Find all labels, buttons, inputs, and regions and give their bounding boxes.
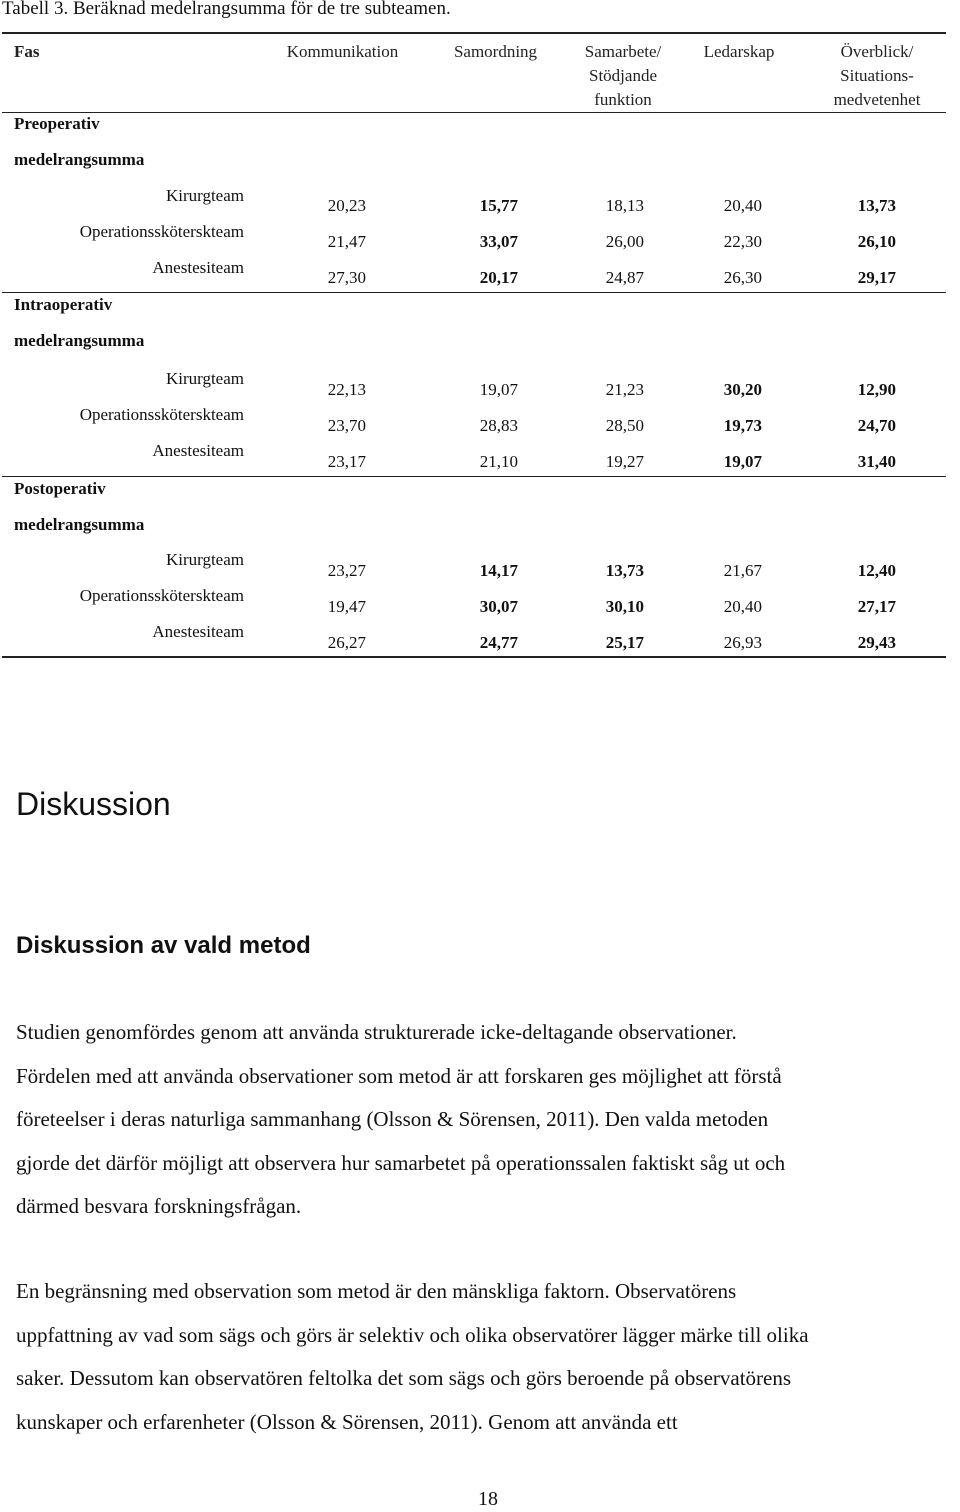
table-cell: 26,10: [857, 232, 896, 251]
table-cell: 22,13: [327, 380, 366, 399]
table-cell: 13,73: [857, 196, 896, 215]
team-label: Kirurgteam: [165, 186, 244, 205]
table-cell: 19,73: [723, 416, 762, 435]
table-cell: 13,73: [605, 561, 644, 580]
table-cell: 29,17: [857, 268, 896, 287]
table-cell: 26,00: [605, 232, 644, 251]
table-cell: 24,70: [857, 416, 896, 435]
team-label: Operationssköterskteam: [79, 405, 244, 424]
paragraph-line: En begränsning med observation som metod är den mänskliga faktorn. Observatörens: [16, 1279, 737, 1303]
table-cell: 24,87: [605, 268, 644, 287]
table-cell: 23,70: [327, 416, 366, 435]
paragraph-line: gjorde det därför möjligt att observera hur samarbetet på operationssalen faktiskt såg ut och: [16, 1150, 786, 1175]
table-cell: 30,07: [479, 597, 518, 616]
table-cell: 33,07: [479, 232, 518, 251]
paragraph-line: företeelser i deras naturliga sammanhang (Olsson & Sörensen, 2011). Den valda metoden: [16, 1107, 769, 1131]
phase-title: Intraoperativ: [14, 295, 113, 314]
header-samarbete: Samarbete/ Stödjande funktion: [584, 42, 662, 109]
team-label: Kirurgteam: [165, 369, 244, 388]
paragraph-line: Fördelen med att använda observationer som metod är att forskaren ges möjlighet att förstå: [16, 1063, 782, 1088]
table-cell: 12,40: [857, 561, 896, 580]
paragraph-line: därmed besvara forskningsfrågan.: [16, 1194, 302, 1218]
team-label: Anestesiteam: [152, 258, 244, 277]
table-cell: 21,10: [479, 452, 518, 471]
phase-subtitle: medelrangsumma: [14, 150, 145, 169]
table-cell: 27,30: [327, 268, 366, 287]
team-label: Anestesiteam: [152, 622, 244, 641]
table-cell: 22,30: [723, 232, 762, 251]
header-ledarskap: Ledarskap: [703, 42, 775, 61]
subsection-heading: Diskussion av vald metod: [16, 932, 311, 959]
team-label: Anestesiteam: [152, 441, 244, 460]
paragraph-line: kunskaper och erfarenheter (Olsson & Sörensen, 2011). Genom att använda ett: [16, 1409, 678, 1434]
phase-subtitle: medelrangsumma: [14, 331, 145, 350]
table-cell: 23,17: [327, 452, 366, 471]
paragraph-line: saker. Dessutom kan observatören feltolka det som sägs och görs beroende på observatörens: [16, 1366, 792, 1390]
phase-rule: [2, 292, 946, 293]
table-cell: 14,17: [479, 561, 518, 580]
table-cell: 24,77: [479, 633, 518, 652]
table-cell: 26,30: [723, 268, 762, 287]
table-cell: 31,40: [857, 452, 896, 471]
table-cell: 20,40: [723, 597, 762, 616]
body-paragraph: [16, 1270, 960, 1444]
header-samordning: Samordning: [453, 42, 538, 61]
table-cell: 15,77: [479, 196, 518, 215]
paragraph-line: Studien genomfördes genom att använda strukturerade icke-deltagande observationer.: [16, 1020, 737, 1044]
table-cell: 21,67: [723, 561, 762, 580]
table-top-rule: [2, 32, 946, 34]
table-cell: 27,17: [857, 597, 896, 616]
team-label: Kirurgteam: [165, 550, 244, 569]
section-heading: Diskussion: [16, 786, 171, 822]
table-caption: Tabell 3. Beräknad medelrangsumma för de tre subteamen.: [2, 0, 451, 19]
table-cell: 28,50: [605, 416, 644, 435]
table-cell: 20,17: [479, 268, 518, 287]
phase-title: Preoperativ: [14, 114, 100, 133]
table-cell: 26,93: [723, 633, 762, 652]
table-cell: 30,10: [605, 597, 644, 616]
team-label: Operationssköterskteam: [79, 222, 244, 241]
phase-rule: [2, 476, 946, 477]
table-cell: 26,27: [327, 633, 366, 652]
table-cell: 20,40: [723, 196, 762, 215]
team-label: Operationssköterskteam: [79, 586, 244, 605]
table-cell: 19,27: [605, 452, 644, 471]
paragraph-line: uppfattning av vad som sägs och görs är selektiv och olika observatörer lägger märke till olika: [16, 1322, 809, 1347]
table-cell: 21,23: [605, 380, 644, 399]
header-kommunikation: Kommunikation: [286, 42, 399, 61]
table-bottom-rule: [2, 656, 946, 658]
table-cell: 12,90: [857, 380, 896, 399]
table-cell: 21,47: [327, 232, 366, 251]
table-cell: 20,23: [327, 196, 366, 215]
table-cell: 29,43: [857, 633, 896, 652]
body-paragraph: [16, 1011, 960, 1229]
table-cell: 19,07: [479, 380, 518, 399]
page-number: 18: [478, 1488, 498, 1510]
header-fas: Fas: [14, 42, 40, 61]
table-cell: 23,27: [327, 561, 366, 580]
table-cell: 19,07: [723, 452, 762, 471]
header-overblick: Överblick/ Situations- medvetenhet: [833, 42, 921, 109]
phase-subtitle: medelrangsumma: [14, 515, 145, 534]
table-cell: 19,47: [327, 597, 366, 616]
table-cell: 30,20: [723, 380, 762, 399]
table-cell: 18,13: [605, 196, 644, 215]
table-cell: 28,83: [479, 416, 518, 435]
phase-title: Postoperativ: [14, 479, 106, 498]
header-rule: [2, 112, 946, 113]
table-cell: 25,17: [605, 633, 644, 652]
